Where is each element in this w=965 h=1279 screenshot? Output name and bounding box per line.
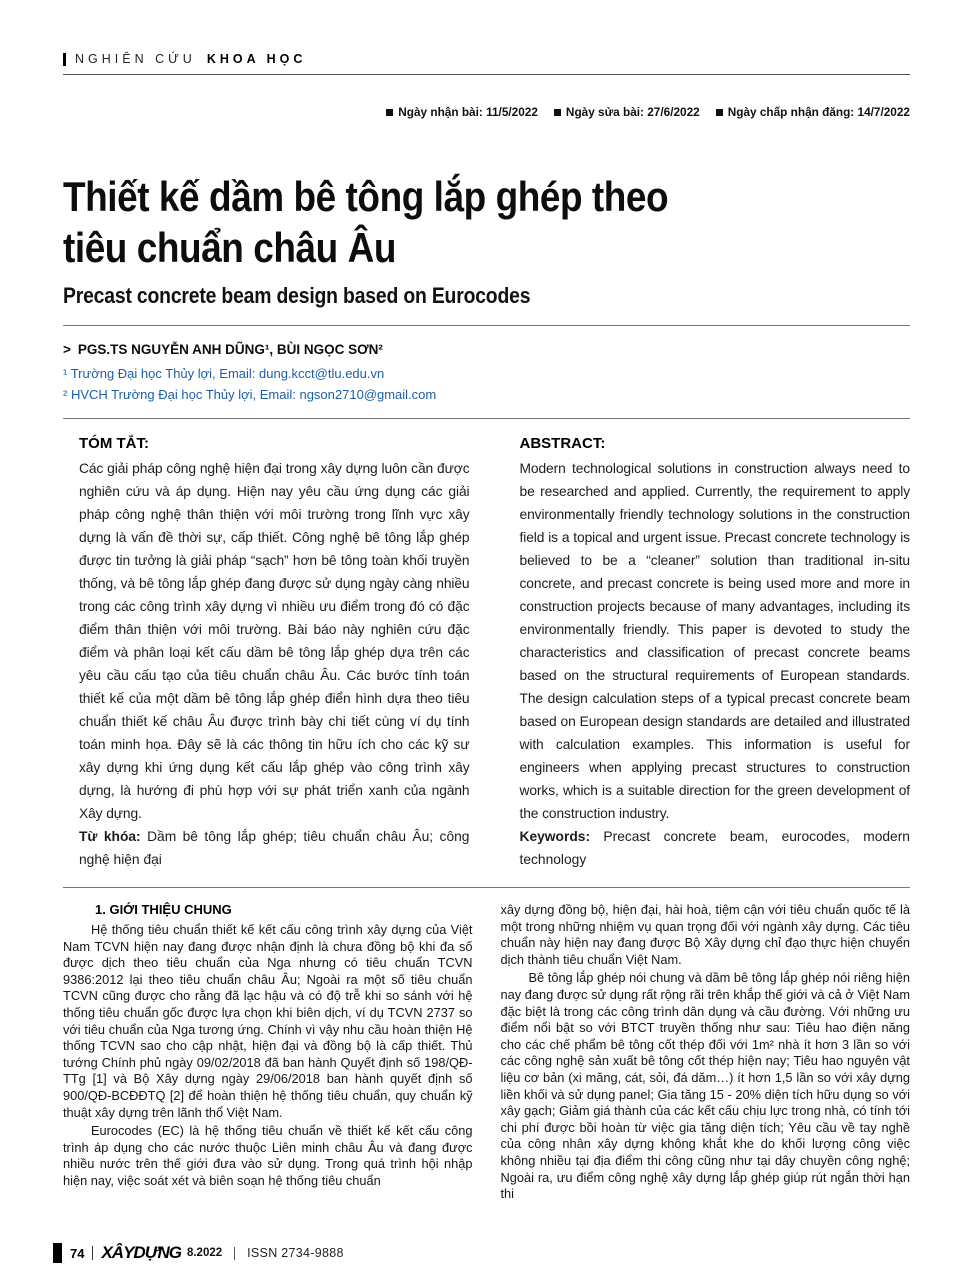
body-paragraph: Eurocodes (EC) là hệ thống tiêu chuẩn về thiết kế kết cấu công trình áp dụng cho các nước thuộc Liên minh châu Âu và đang được nhiều nước trên thế giới đưa vào sử dụng. Trong quá trình hội nhập hiện nay, việc soát xét và biên soạn hệ thống tiêu chuẩn <box>63 1123 473 1188</box>
abstract-english <box>520 435 911 871</box>
abstract-vi-body: Các giải pháp công nghệ hiện đại trong xây dựng luôn cần được nghiên cứu và áp dụng. Hiện nay yêu cầu ứng dụng các giải pháp công nghệ thân thiện với môi trường trong lĩnh vực xây dựng là vấn đề thời sự, cấp thiết. Công nghệ bê tông lắp ghép được tin tưởng là giải pháp “sạch” hơn bê tông toàn khối truyền thống, và bê tông lắp ghép đang được sử dụng ngày càng nhiều trong các công trình xây dựng vì nhiều ưu điểm trong đó có đặc điểm thân thiện với môi trường. Bài báo này nghiên cứu đặc điểm và phân loại kết cấu dầm bê tông lắp ghép dựa trên các yêu cầu cấu tạo của tiêu chuẩn châu Âu. Các bước tính toán thiết kế của một dầm bê tông lắp ghép điển hình dựa theo tiêu chuẩn thiết kế châu Âu được trình bày chi tiết cùng ví dụ tính toán minh họa. Đây sẽ là các thông tin hữu ích cho các kỹ sư xây dựng khi ứng dụng kết cấu lắp ghép vào công trình xây dựng, là hướng đi phù hợp với sự phát triển xanh của ngành Xây dựng. <box>79 461 470 822</box>
section-heading: 1. GIỚI THIỆU CHUNG <box>95 902 232 918</box>
article-body <box>63 902 910 1203</box>
keywords-vi-label: Từ khóa: <box>79 829 141 845</box>
article-title-line1: Thiết kế dầm bê tông lắp ghép theo <box>63 173 669 220</box>
issue-date: 8.2022 <box>186 1247 223 1259</box>
body-paragraph: Bê tông lắp ghép nói chung và dầm bê tông lắp ghép nói riêng hiện nay đang được sử dụng rất rộng rãi trên khắp thế giới và cả ở Việt Nam đặc biệt là trong các công trình dân dụng và cầu đường. Với những ưu điểm nổi bật so với BTCT truyền thống như sau: Tiêu hao điện năng cho các chế phẩm bê tông cốt thép đối với 1m² nhà ít hơn 3 lần so với các công nghệ sản xuất bê tông cốt thép hiện nay; Tiêu hao nguyên vật liệu cơ bản (xi măng, cát, sỏi, đá dăm…) ít hơn 1,5 lần so với xây dựng liền khối và sử dụng panel; Gia tăng 15 - 20% diện tích hữu dụng so với xây gạch; Giảm giá thành của các kết cấu chịu lực trong nhà, có tính tới chi phí được bồi hoàn từ việc gia tăng diện tích; Yêu cầu về tay nghề của công nhân xây dựng không khắt khe do khối lượng công việc không nhiều tại địa điểm thi công cũng như tại dây chuyền công nghệ; Ngoài ra, ưu điểm công nghệ xây dựng lắp ghép giúp rút ngắn thời hạn thi <box>500 970 910 1202</box>
page-number: 74 <box>70 1245 85 1261</box>
author-names: PGS.TS NGUYỄN ANH DŨNG¹, BÙI NGỌC SƠN² <box>77 342 383 358</box>
date-received <box>386 105 538 119</box>
date-accepted-text: Ngày chấp nhận đăng: 14/7/2022 <box>727 105 910 119</box>
author-line <box>63 342 910 357</box>
body-paragraph: Hệ thống tiêu chuẩn thiết kế kết cấu công trình xây dựng của Việt Nam TCVN hiện nay đang được nhận định là chưa đồng bộ khi đa số được dịch theo tiêu chuẩn của Nga nhưng có tiêu chuẩn TCVN 9386:2012 lại theo tiêu chuẩn châu Âu; Ngoài ra một số tiêu chuẩn TCVN cũng được cho rằng đã lạc hậu và có độ trễ khi so sánh với hệ thống tiêu chuẩn gốc được lựa chọn khi biên dịch, ví dụ TCVN 2737 so với tiêu chuẩn của Nga tương ứng. Chính vì vậy nhu cầu hoàn thiện Hệ thống TCVN sao cho cập nhật, hiện đại và đồng bộ là cấp thiết. Thủ tướng Chính phủ ngày 09/02/2018 đã ban hành Quyết định số 198/QĐ-TTg [1] và Bộ Xây dựng ngày 29/06/2018 ban hành quyết định số 900/QĐ-BCĐĐTQ [2] để hoàn thiện hệ thống tiêu chuẩn, quy chuẩn kỹ thuật xây dựng trên lãnh thổ Việt Nam. <box>63 922 473 1120</box>
article-title-en: Precast concrete beam design based on Eurocodes <box>63 283 531 309</box>
abstract-vi-heading: TÓM TẮT: <box>79 435 149 453</box>
abstract-en-body: Modern technological solutions in construction always need to be researched and applied. Currently, the requirement to apply environmentally friendly technology solutions in the construction field is a topical and urgent issue. Precast concrete technology is believed to be a “cleaner” solution than traditional in-situ concrete, and precast concrete is being used more and more in construction projects because of many advantages, including its environmentally friendly. This paper is devoted to study the characteristics and classification of precast concrete beams based on the structural requirements of European standards. The design calculation steps of a typical precast concrete beam based on European design standards are detailed and illustrated with calculation examples. This information is useful for engineers when applying precast structures to construction works, which is a suitable direction for the green development of the construction industry. <box>519 461 910 822</box>
abstract-section <box>63 435 910 888</box>
keywords-vi <box>79 825 470 871</box>
affiliations <box>63 364 910 419</box>
date-revised <box>554 105 700 119</box>
article-title-en-wrap <box>63 283 910 326</box>
body-column-right <box>501 902 911 1203</box>
keywords-en <box>520 825 911 871</box>
keywords-vi-text: Dầm bê tông lắp ghép; tiêu chuẩn châu Âu; công nghệ hiện đại <box>79 829 470 868</box>
article-title-vi <box>63 171 910 273</box>
date-bullet-icon <box>386 109 393 116</box>
section-name-light: NGHIÊN CỨU <box>75 52 196 66</box>
keywords-en-text: Precast concrete beam, eurocodes, modern technology <box>519 829 910 868</box>
affiliation-2: ² HVCH Trường Đại học Thủy lợi, Email: ngson2710@gmail.com <box>63 387 437 403</box>
abstract-en-heading: ABSTRACT: <box>519 435 606 453</box>
date-revised-text: Ngày sửa bài: 27/6/2022 <box>565 105 700 119</box>
journal-header <box>63 52 910 75</box>
body-paragraph: xây dựng đồng bộ, hiện đại, hài hoà, tiệm cận với tiêu chuẩn quốc tế là một trong những nhiệm vụ quan trọng đối với ngành xây dựng. Các tiêu chuẩn này hiện nay đang được Bộ Xây dựng chỉ đạo thực hiện chuyển dịch thành tiêu chuẩn Việt Nam. <box>500 902 910 967</box>
date-bullet-icon <box>716 109 723 116</box>
section-name-bold: KHOA HỌC <box>206 52 307 66</box>
keywords-en-label: Keywords: <box>519 829 591 845</box>
submission-dates <box>63 105 910 119</box>
author-marker-icon: > <box>63 342 71 358</box>
date-bullet-icon <box>554 109 561 116</box>
abstract-vietnamese <box>79 435 470 871</box>
footer-divider-icon <box>234 1247 235 1260</box>
footer-edge-bar <box>53 1243 62 1263</box>
article-title-line2: tiêu chuẩn châu Âu <box>63 224 396 272</box>
issn-number: ISSN 2734-9888 <box>247 1246 344 1260</box>
body-column-left <box>63 902 473 1203</box>
page-footer <box>53 1243 344 1263</box>
date-received-text: Ngày nhận bài: 11/5/2022 <box>398 105 538 119</box>
affiliation-1: ¹ Trường Đại học Thủy lợi, Email: dung.kcct@tlu.edu.vn <box>63 366 385 382</box>
footer-divider-icon <box>92 1246 93 1260</box>
date-accepted <box>716 105 910 119</box>
journal-logo: XÂYDỰNG <box>101 1243 181 1262</box>
header-tick-icon <box>63 53 66 66</box>
